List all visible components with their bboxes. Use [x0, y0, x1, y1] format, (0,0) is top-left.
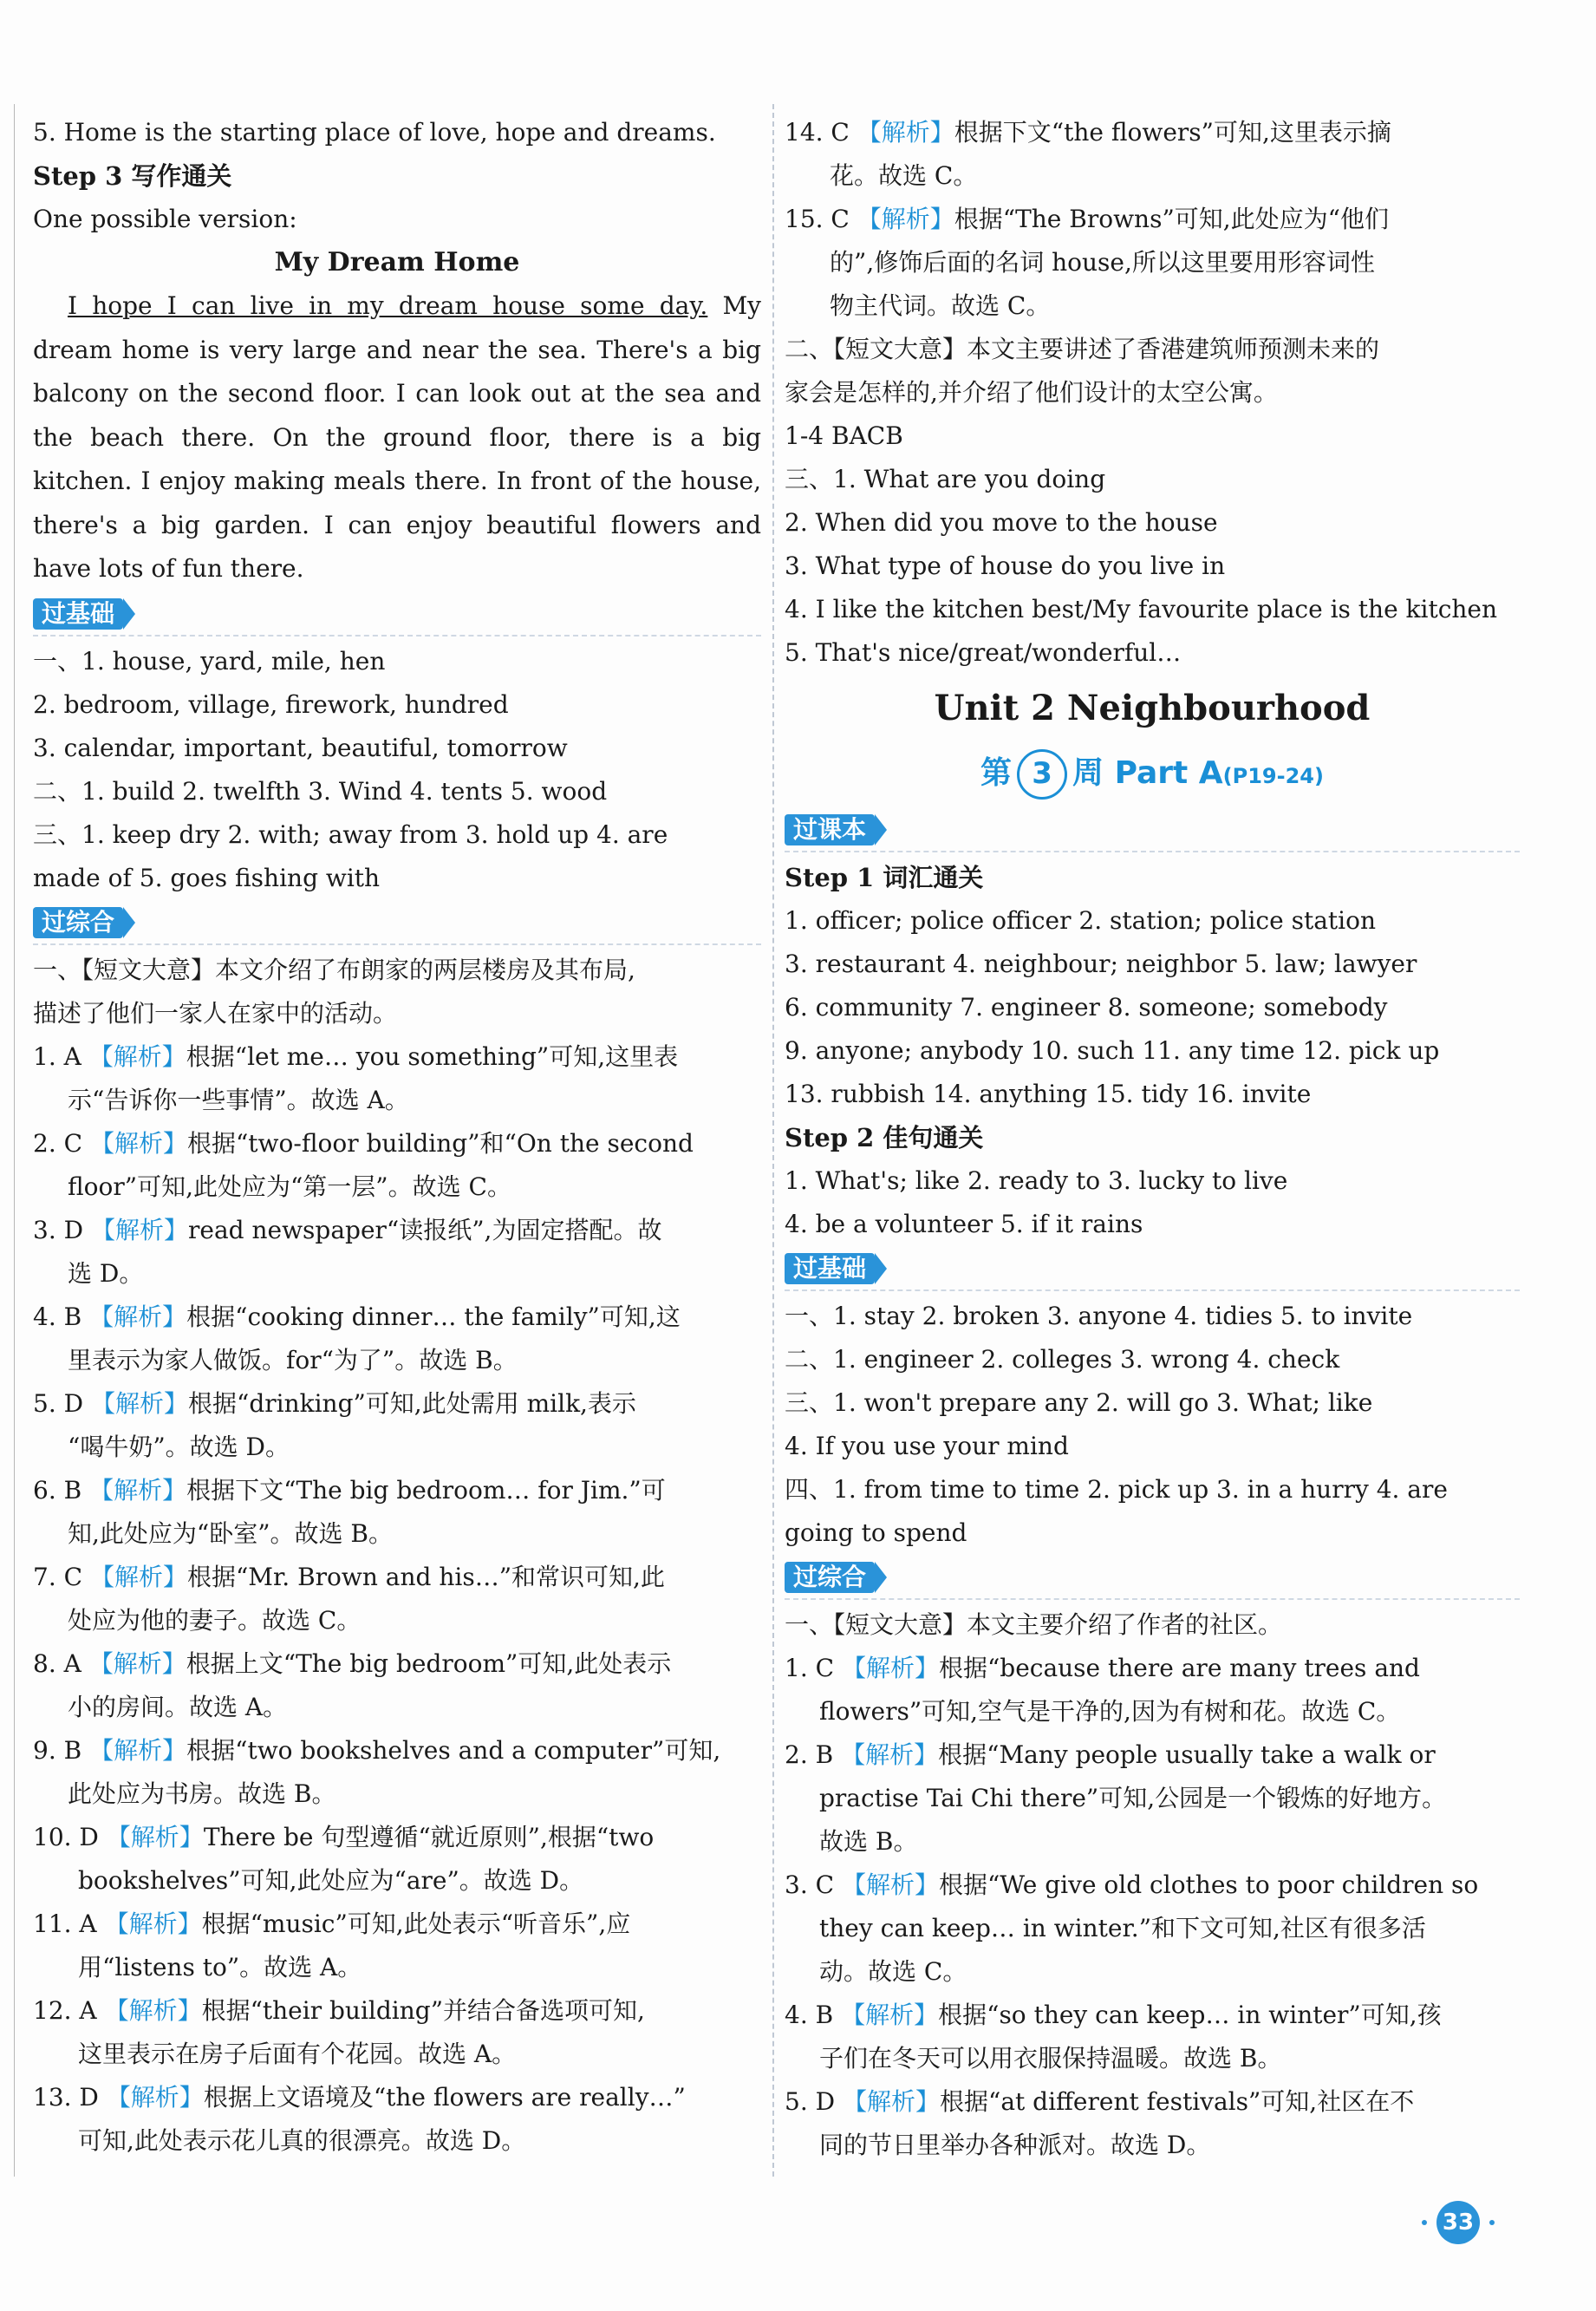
- essay-first-sentence: I hope I can live in my dream house some day.: [68, 291, 708, 320]
- answer-key: 9. B: [33, 1735, 82, 1765]
- explanation-cont: 小的房间。故选 A。: [68, 1692, 288, 1721]
- explanation-text: 根据“two bookshelves and a computer”可知,: [186, 1735, 721, 1765]
- answer-line: made of 5. goes fishing with: [33, 863, 381, 892]
- explanation-item: [33, 1209, 761, 1252]
- answer-key: 1. A: [33, 1041, 81, 1071]
- answer-line: 一、1. stay 2. broken 3. anyone 4. tidies 5. to invite: [785, 1302, 1413, 1330]
- explanation-item: [785, 1647, 1520, 1690]
- answer-key: 1. C: [785, 1654, 835, 1682]
- explanation-cont: 故选 B。: [819, 1827, 918, 1856]
- section-header: [785, 1555, 1520, 1600]
- explanation-item: [33, 1382, 761, 1426]
- answer-line: 4. be a volunteer 5. if it rains: [785, 1210, 1143, 1238]
- explanation-item: [33, 1816, 761, 1859]
- explanation-item: [33, 1035, 761, 1079]
- answer-line: 1-4 BACB: [785, 421, 903, 450]
- explanation-item: [785, 1864, 1520, 1907]
- left-edge-line: [14, 104, 15, 2177]
- analysis-tag: 【解析】: [88, 1648, 186, 1678]
- explanation-text: 根据“We give old clothes to poor children so: [938, 1870, 1479, 1899]
- explanation-text: 根据“so they can keep… in winter”可知,孩: [938, 2001, 1442, 2029]
- week-part: 周 Part A: [1072, 755, 1223, 791]
- explanation-text: 根据上文语境及“the flowers are really…”: [203, 2082, 686, 2112]
- essay-body: [33, 284, 761, 591]
- section-header: [33, 591, 761, 637]
- answer-line: 5. Home is the starting place of love, hope and dreams.: [33, 118, 716, 147]
- explanation-text: read newspaper“读报纸”,为固定搭配。故: [188, 1215, 662, 1244]
- explanation-item: [33, 1903, 761, 1946]
- analysis-tag: 【解析】: [842, 2087, 940, 2116]
- explanation-text: 根据“let me… you something”可知,这里表: [186, 1041, 679, 1071]
- answer-key: 15. C: [785, 205, 850, 233]
- explanation-item: [33, 1122, 761, 1165]
- explanation-text: 根据“The Browns”可知,此处应为“他们: [954, 205, 1389, 233]
- answer-line: 三、1. won't prepare any 2. will go 3. What; like: [785, 1388, 1373, 1417]
- unit-title: Unit 2 Neighbourhood: [934, 688, 1371, 728]
- answer-line: 4. If you use your mind: [785, 1432, 1069, 1460]
- answer-line: 三、1. What are you doing: [785, 465, 1106, 493]
- explanation-text: 根据“at different festivals”可知,社区在不: [940, 2087, 1415, 2116]
- explanation-item: [785, 111, 1520, 154]
- answer-line: 二、1. engineer 2. colleges 3. wrong 4. check: [785, 1345, 1340, 1374]
- section-badge: 过基础: [33, 598, 123, 630]
- explanation-cont: 物主代词。故选 C。: [830, 291, 1051, 320]
- answer-line: 四、1. from time to time 2. pick up 3. in a hurry 4. are: [785, 1475, 1448, 1504]
- explanation-cont: 花。故选 C。: [830, 161, 978, 190]
- explanation-text: 根据“music”可知,此处表示“听音乐”,应: [201, 1909, 631, 1938]
- explanation-text: 根据“drinking”可知,此处需用 milk,表示: [188, 1388, 636, 1418]
- step-heading: Step 1 词汇通关: [785, 863, 984, 892]
- explanation-cont: 动。故选 C。: [819, 1957, 967, 1986]
- explanation-item: [785, 198, 1520, 241]
- answer-line: 9. anyone; anybody 10. such 11. any time 12. pick up: [785, 1036, 1440, 1065]
- explanation-cont: flowers”可知,空气是干净的,因为有树和花。故选 C。: [819, 1697, 1401, 1726]
- explanation-text: 根据上文“The big bedroom”可知,此处表示: [186, 1648, 672, 1678]
- explanation-text: 根据“cooking dinner… the family”可知,这: [186, 1302, 681, 1331]
- analysis-tag: 【解析】: [90, 1215, 188, 1244]
- answer-key: 3. D: [33, 1215, 84, 1244]
- explanation-text: 根据“their building”并结合备选项可知,: [201, 1995, 645, 2025]
- explanation-cont: 同的节日里举办各种派对。故选 D。: [819, 2131, 1211, 2159]
- explanation-text: 根据下文“the flowers”可知,这里表示摘: [954, 118, 1391, 147]
- summary-line: 一、【短文大意】本文介绍了布朗家的两层楼房及其布局,: [33, 955, 635, 984]
- explanation-cont: they can keep… in winter.”和下文可知,社区有很多活: [819, 1914, 1426, 1942]
- answer-line: 二、1. build 2. twelfth 3. Wind 4. tents 5. wood: [33, 776, 608, 806]
- explanation-item: [33, 2076, 761, 2119]
- section-header: [785, 1246, 1520, 1291]
- answer-key: 3. C: [785, 1870, 835, 1899]
- answer-line: 2. bedroom, village, firework, hundred: [33, 689, 509, 719]
- explanation-text: 根据“because there are many trees and: [938, 1654, 1420, 1682]
- explanation-cont: floor”可知,此处应为“第一层”。故选 C。: [68, 1172, 511, 1201]
- explanation-cont: 这里表示在房子后面有个花园。故选 A。: [78, 2039, 517, 2068]
- summary-line: 一、【短文大意】本文主要介绍了作者的社区。: [785, 1610, 1283, 1639]
- explanation-text: 根据“two-floor building”和“On the second: [186, 1128, 694, 1158]
- week-heading: [785, 742, 1520, 807]
- answer-key: 13. D: [33, 2082, 99, 2112]
- answer-line: 3. calendar, important, beautiful, tomorrow: [33, 733, 568, 762]
- explanation-item: [33, 1556, 761, 1599]
- analysis-tag: 【解析】: [841, 1654, 939, 1682]
- explanation-cont: 可知,此处表示花儿真的很漂亮。故选 D。: [78, 2125, 526, 2155]
- answer-key: 11. A: [33, 1909, 97, 1938]
- analysis-tag: 【解析】: [89, 1735, 187, 1765]
- answer-line: 3. restaurant 4. neighbour; neighbor 5. law; lawyer: [785, 950, 1417, 978]
- explanation-cont: 示“告诉你一些事情”。故选 A。: [68, 1085, 409, 1114]
- section-badge: 过综合: [785, 1562, 875, 1593]
- section-badge: 过综合: [33, 907, 123, 938]
- explanation-cont: “喝牛奶”。故选 D。: [68, 1432, 290, 1461]
- week-pages: (P19-24): [1222, 764, 1324, 788]
- column-divider: [772, 104, 774, 2177]
- analysis-tag: 【解析】: [90, 1388, 188, 1418]
- left-column: [33, 111, 761, 2163]
- explanation-cont: 选 D。: [68, 1258, 144, 1288]
- analysis-tag: 【解析】: [106, 2082, 204, 2112]
- essay-rest: My dream home is very large and near the sea. There's a big balcony on the second floor. I can look out at the sea and the beach there. On the ground floor, there is a big kitchen. I enjoy making meals there. In front of the house, there's a big garden. I can enjoy beautiful flowers and have lots of fun there.: [33, 291, 761, 583]
- answer-key: 14. C: [785, 118, 850, 147]
- answer-line: 13. rubbish 14. anything 15. tidy 16. invite: [785, 1080, 1312, 1108]
- analysis-tag: 【解析】: [857, 118, 954, 147]
- step-heading: Step 3 写作通关: [33, 161, 232, 191]
- explanation-item: [785, 2080, 1520, 2124]
- answer-line: 3. What type of house do you live in: [785, 552, 1226, 580]
- essay-title: My Dream Home: [274, 247, 520, 277]
- explanation-cont: 知,此处应为“卧室”。故选 B。: [68, 1518, 394, 1548]
- analysis-tag: 【解析】: [857, 205, 954, 233]
- decor-dot: [1422, 2220, 1427, 2225]
- analysis-tag: 【解析】: [104, 1995, 202, 2025]
- step-heading: Step 2 佳句通关: [785, 1123, 984, 1152]
- answer-key: 2. B: [785, 1740, 834, 1769]
- answer-key: 4. B: [33, 1302, 82, 1331]
- answer-key: 2. C: [33, 1128, 83, 1158]
- answer-line: 一、1. house, yard, mile, hen: [33, 646, 386, 676]
- explanation-text: There be 句型遵循“就近原则”,根据“two: [203, 1822, 655, 1851]
- answer-key: 12. A: [33, 1995, 97, 2025]
- analysis-tag: 【解析】: [89, 1128, 187, 1158]
- explanation-item: [33, 1729, 761, 1772]
- explanation-cont: 的”,修饰后面的名词 house,所以这里要用形容词性: [830, 248, 1375, 277]
- explanation-text: 根据下文“The big bedroom… for Jim.”可: [186, 1475, 666, 1505]
- explanation-item: [33, 1469, 761, 1512]
- answer-line: 1. officer; police officer 2. station; police station: [785, 906, 1376, 935]
- explanation-cont: bookshelves”可知,此处应为“are”。故选 D。: [78, 1865, 584, 1895]
- explanation-cont: 用“listens to”。故选 A。: [78, 1952, 362, 1981]
- answer-key: 5. D: [33, 1388, 84, 1418]
- decor-dot: [1489, 2220, 1495, 2225]
- explanation-item: [33, 1642, 761, 1686]
- week-number: 3: [1017, 749, 1067, 800]
- explanation-item: [785, 1994, 1520, 2037]
- explanation-text: 根据“Many people usually take a walk or: [938, 1740, 1436, 1769]
- right-column: [785, 111, 1520, 2167]
- version-label: One possible version:: [33, 205, 297, 233]
- section-badge: 过课本: [785, 814, 875, 845]
- explanation-text: 根据“Mr. Brown and his…”和常识可知,此: [186, 1562, 665, 1591]
- explanation-item: [785, 1733, 1520, 1777]
- answer-key: 6. B: [33, 1475, 82, 1505]
- answer-line: 1. What's; like 2. ready to 3. lucky to live: [785, 1166, 1288, 1195]
- summary-line: 描述了他们一家人在家中的活动。: [33, 998, 398, 1028]
- answer-line: going to spend: [785, 1518, 967, 1547]
- explanation-cont: 处应为他的妻子。故选 C。: [68, 1605, 362, 1635]
- answer-line: 2. When did you move to the house: [785, 508, 1218, 537]
- analysis-tag: 【解析】: [89, 1562, 187, 1591]
- analysis-tag: 【解析】: [106, 1822, 204, 1851]
- explanation-item: [33, 1296, 761, 1339]
- analysis-tag: 【解析】: [841, 2001, 939, 2029]
- analysis-tag: 【解析】: [104, 1909, 202, 1938]
- explanation-cont: practise Tai Chi there”可知,公园是一个锻炼的好地方。: [819, 1784, 1447, 1812]
- analysis-tag: 【解析】: [88, 1041, 186, 1071]
- section-badge: 过基础: [785, 1253, 875, 1284]
- answer-line: 4. I like the kitchen best/My favourite place is the kitchen: [785, 595, 1498, 623]
- summary-line: 二、【短文大意】本文主要讲述了香港建筑师预测未来的: [785, 335, 1380, 363]
- answer-key: 8. A: [33, 1648, 81, 1678]
- explanation-item: [33, 1989, 761, 2033]
- answer-line: 三、1. keep dry 2. with; away from 3. hold up 4. are: [33, 819, 668, 849]
- explanation-cont: 里表示为家人做饭。for“为了”。故选 B。: [68, 1345, 518, 1374]
- answer-key: 10. D: [33, 1822, 99, 1851]
- analysis-tag: 【解析】: [841, 1740, 939, 1769]
- section-header: [33, 900, 761, 945]
- analysis-tag: 【解析】: [89, 1302, 187, 1331]
- answer-line: 6. community 7. engineer 8. someone; somebody: [785, 993, 1388, 1022]
- explanation-cont: 此处应为书房。故选 B。: [68, 1779, 336, 1808]
- page-number: 33: [1436, 2201, 1480, 2244]
- answer-key: 5. D: [785, 2087, 836, 2116]
- answer-key: 7. C: [33, 1562, 83, 1591]
- answer-key: 4. B: [785, 2001, 834, 2029]
- analysis-tag: 【解析】: [841, 1870, 939, 1899]
- week-prefix: 第: [980, 755, 1013, 791]
- analysis-tag: 【解析】: [89, 1475, 187, 1505]
- explanation-cont: 子们在冬天可以用衣服保持温暖。故选 B。: [819, 2044, 1282, 2073]
- summary-line: 家会是怎样的,并介绍了他们设计的太空公寓。: [785, 378, 1278, 407]
- answer-line: 5. That's nice/great/wonderful…: [785, 638, 1182, 667]
- section-header: [785, 807, 1520, 852]
